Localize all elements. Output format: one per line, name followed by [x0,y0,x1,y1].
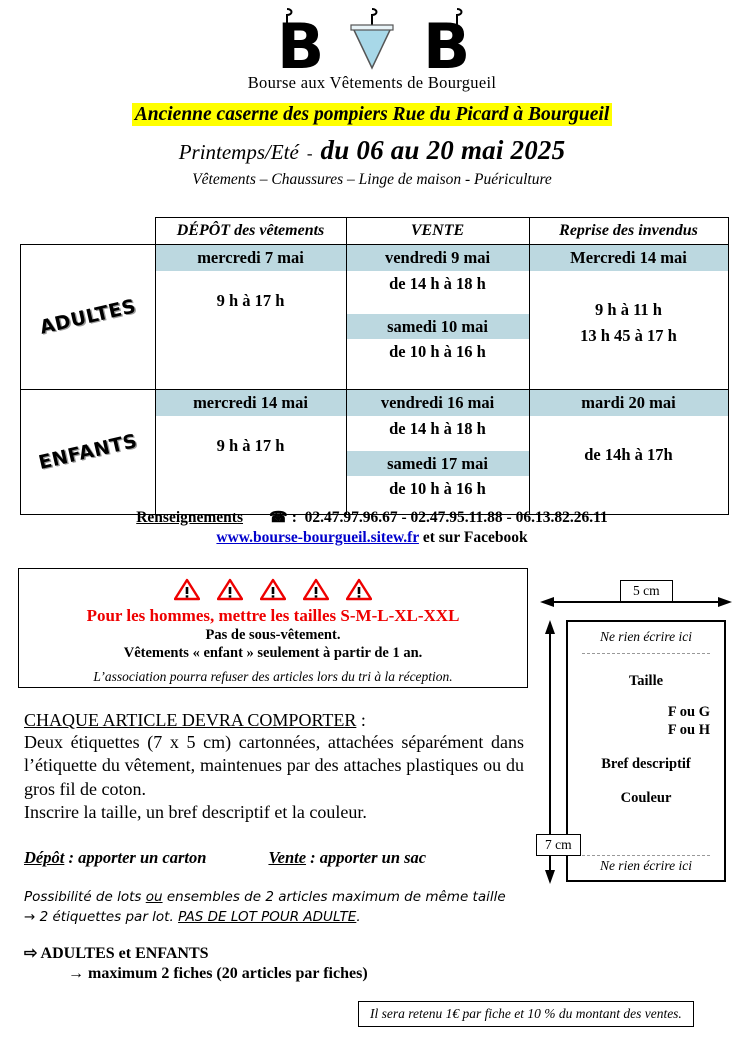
warning-italic-note: L’association pourra refuser des articles lors du tri à la réception. [93,669,453,684]
reprise-hours-enfants: de 14h à 17h [584,444,673,464]
organization-name: Bourse aux Vêtements de Bourgueil [247,73,497,92]
table-row-enfants [21,390,729,515]
season-line [0,135,744,166]
lots-part-1: Possibilité de lots [24,888,146,905]
article-rules-heading [24,710,524,731]
contact-colon: : [291,509,297,526]
contact-website-row [0,529,744,547]
depot-hours-adultes: 9 h à 17 h [216,290,285,310]
article-rules-section [24,710,524,983]
vente-cell-enfants [346,390,529,515]
season-dash: - [306,144,313,163]
phone-numbers: 02.47.97.96.67 - 02.47.95.11.88 - 06.13.82.26.11 [304,509,608,526]
vente-hours-1-enfants: de 14 h à 18 h [389,418,486,438]
category-label-enfants: ENFANTS [36,429,140,475]
bring-instructions-row [24,848,524,868]
table-row-adultes [21,245,729,390]
depot-date-adultes: mercredi 7 mai [156,245,346,271]
contact-phones-row [0,508,744,527]
depot-bring-label: Dépôt [24,847,65,867]
fiches-line-1: ⇨ ADULTES et ENFANTS [24,945,209,963]
svg-text:B: B [277,10,325,72]
goods-categories-line: Vêtements – Chaussures – Linge de maison - Puériculture [192,171,552,188]
warning-bold-line-1: Pas de sous-vêtement. [205,627,341,643]
vente-hours-2-enfants: de 10 h à 16 h [389,479,486,499]
label-diagram [536,578,736,898]
header-cell-depot: DÉPÔT des vêtements [155,218,346,245]
lots-part-2: ensembles de 2 articles maximum de même taille → 2 étiquettes par lot. [24,888,506,925]
renseignements-label: Renseignements [136,509,244,526]
reprise-cell-enfants [529,390,728,515]
contact-block [0,508,744,547]
warning-triangle-icon [346,578,372,601]
label-bottom-note: Ne rien écrire ici [599,858,693,873]
depot-date-enfants: mercredi 14 mai [156,390,346,416]
website-suffix: et sur Facebook [418,529,528,546]
depot-cell-enfants [155,390,346,515]
website-link[interactable]: www.bourse-bourgueil.sitew.fr [216,529,419,546]
article-rules-body: Deux étiquettes (7 x 5 cm) cartonnées, attachées séparément dans l’étiquette du vêtement, maintenues par des attaches plastiques ou du gros fil de coton. [24,732,524,799]
label-field-bref-descriptif: Bref descriptif [601,756,691,772]
table-header-row [21,218,729,245]
label-top-divider [582,653,710,654]
depot-hours-enfants: 9 h à 17 h [216,435,285,455]
width-dimension-label: 5 cm [620,580,673,602]
header-cell-empty [21,218,156,245]
vente-hours-1-adultes: de 14 h à 18 h [389,273,486,293]
label-field-fh: F ou H [667,722,710,738]
reprise-cell-adultes [529,245,728,390]
svg-text:B: B [423,10,471,72]
reprise-hours-2-adultes: 13 h 45 à 17 h [580,325,677,345]
warning-triangles-row [19,578,527,601]
header-cell-reprise: Reprise des invendus [529,218,728,245]
warning-triangle-icon [174,578,200,601]
warning-box [18,568,528,688]
article-rules-heading-colon: : [356,710,366,730]
warning-triangle-icon [260,578,286,601]
lots-period: . [356,908,361,925]
label-field-couleur: Couleur [620,790,672,806]
category-cell-adultes [21,245,156,390]
category-label-adultes: ADULTES [37,295,138,339]
vente-bring-text: : apporter un sac [306,847,427,867]
warning-red-text: Pour les hommes, mettre les tailles S-M-L-XL-XXL [86,606,460,625]
venue-line [0,104,744,126]
depot-cell-adultes [155,245,346,390]
bvb-logo-icon [267,6,477,72]
warning-triangle-icon [217,578,243,601]
fiches-line-2: → maximum 2 fiches (20 articles par fiches) [68,965,368,983]
label-field-taille: Taille [628,673,664,689]
vente-bring-label: Vente [268,847,307,867]
article-rules-last-line: Inscrire la taille, un bref descriptif et la couleur. [24,802,367,823]
depot-bring-text: : apporter un carton [64,847,207,867]
lots-caps-warning: PAS DE LOT POUR ADULTE [178,908,357,925]
season-label: Printemps/Eté [178,140,299,164]
lots-rule-text [24,887,518,928]
vente-date-2-adultes: samedi 10 mai [347,314,529,340]
label-top-note: Ne rien écrire ici [599,629,693,644]
phone-icon: ☎ [269,510,288,526]
label-card [566,620,726,882]
label-field-fg: F ou G [667,704,710,720]
schedule-table [20,217,729,515]
lots-ou: ou [145,888,163,905]
vente-date-1-enfants: vendredi 16 mai [347,390,529,416]
venue-highlight: Ancienne caserne des pompiers Rue du Picard à Bourgueil [132,103,613,126]
season-dates: du 06 au 20 mai 2025 [320,135,566,165]
warning-triangle-icon [303,578,329,601]
vente-date-1-adultes: vendredi 9 mai [347,245,529,271]
article-rules-heading-text: CHAQUE ARTICLE DEVRA COMPORTER [24,710,357,730]
height-dimension-label: 7 cm [536,834,581,856]
vente-cell-adultes [346,245,529,390]
vente-hours-2-adultes: de 10 h à 16 h [389,342,486,362]
reprise-hours-1-adultes: 9 h à 11 h [595,299,662,319]
warning-bold-line-2: Vêtements « enfant » seulement à partir de 1 an. [123,645,423,661]
category-cell-enfants [21,390,156,515]
reprise-date-enfants: mardi 20 mai [530,390,728,416]
vente-date-2-enfants: samedi 17 mai [347,451,529,477]
schedule-table-wrapper [20,217,724,515]
logo-header [0,0,744,93]
footer-fee-note: Il sera retenu 1€ par fiche et 10 % du montant des ventes. [358,1001,694,1027]
reprise-date-adultes: Mercredi 14 mai [530,245,728,271]
header-cell-vente: VENTE [346,218,529,245]
